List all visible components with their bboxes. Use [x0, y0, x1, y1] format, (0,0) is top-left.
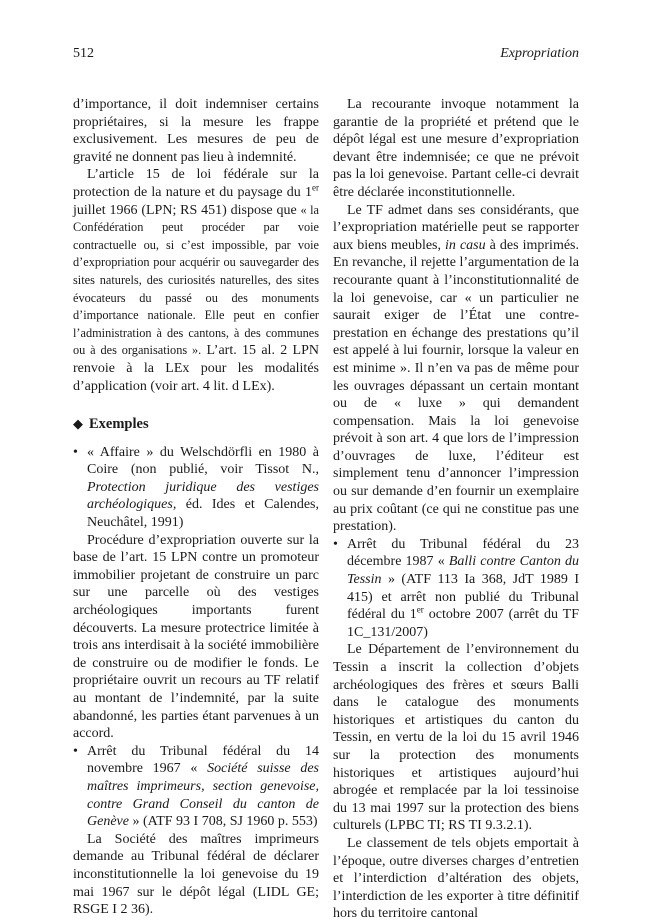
list-item	[73, 743, 319, 831]
paragraph: La recourante invoque notamment la garantie de la propriété et prétend que le dépôt légal est une mesure d’expropriation devant être indemnisée; ce que ne prévoit pas la loi genevoise. Partant celle-ci devrait être déclarée inconstitutionnelle.	[333, 97, 579, 200]
text-run: Le TF admet dans ses considérants, que l’expropriation matérielle peut se rapporter aux biens meubles,	[333, 202, 579, 253]
paragraph: La Société des maîtres imprimeurs demande au Tribunal fédéral de déclarer inconstitutionnelle la loi genevoise du 19 mai 1967 sur le dépôt légal (LIDL GE; RSGE I 2 36).	[73, 831, 319, 918]
left-column	[73, 96, 319, 919]
paragraph: Le Département de l’environnement du Tessin a inscrit la collection d’objets archéologiques des frères et sœurs Balli dans le catalogue des monuments historiques et artistiques du canton du Tessin, en vertu de la loi du 15 avril 1946 sur la protection des monuments historiques et artistiques aujourd’hui abrogée et remplacée par la loi tessinoise du 13 mai 1997 sur la protection des biens culturels (LPBC TI; RS TI 9.3.2.1).	[333, 642, 579, 834]
section-title: Exemples	[89, 416, 149, 433]
list-item	[73, 444, 319, 532]
running-title: Expropriation	[500, 46, 579, 61]
paragraph	[333, 202, 579, 536]
text-run: , éd. Ides et Calendes, Neuchâtel, 1991)	[87, 497, 319, 531]
italic-title: Balli contre Canton du Tessin	[347, 554, 579, 588]
italic-term: in casu	[445, 237, 486, 253]
text-run: à des imprimés. En revanche, il rejette l’argumentation de la recourante quant à l’inconstitutionnalité de la loi genevoise, car « un particulier ne saurait exiger de l’État une contre-prestation en échange des prestations qu’il est appelé à lui fournir, lorsque la valeur en est minime ». Il n’en va pas de même pour les ouvrages dépassant un certain montant ou de « luxe » qui demandent compensation. Mais la loi genevoise prévoit à son art. 4 que lors de l’impression d’ouvrages de luxe, l’éditeur est simplement tenu d’annoncer l’impression ou sur demande d’en fournir un exemplaire au prix coûtant (ce qui ne constitue pas une prestation).	[333, 237, 579, 535]
italic-title: Société suisse des maîtres imprimeurs, section genevoise, contre Grand Conseil du canton de Genève	[87, 761, 320, 830]
text-run: L’art. 15 al. 2 LPN renvoie à la LEx pour les modalités d’application (voir art. 4 lit. d LEx).	[73, 343, 319, 394]
paragraph: Le classement de tels objets emportait à l’époque, outre diverses charges d’entretien et l’interdiction d’altération des objets, l’interdiction de les exporter à titre définitif hors du territoire cantonal	[333, 835, 579, 922]
text-run: » (ATF 113 Ia 368, JdT 1989 I 415) et arrêt non publié du Tribunal fédéral du 1	[347, 572, 579, 623]
text-run: octobre 2007 (arrêt du TF 1C_131/2007)	[347, 607, 579, 640]
italic-title: Protection juridique des vestiges archéologiques	[87, 479, 319, 513]
superscript: er	[312, 182, 319, 193]
superscript: er	[416, 604, 424, 615]
text-run: juillet 1966 (LPN; RS 451) dispose que	[73, 202, 301, 218]
section-heading	[73, 415, 319, 434]
text-run: Arrêt du Tribunal fédéral du 14 novembre 1967 «	[87, 743, 319, 777]
page-number: 512	[73, 46, 94, 61]
paragraph: Procédure d’expropriation ouverte sur la base de l’art. 15 LPN contre un promoteur immobilier projetant de construire un parc sur une parcelle où des vestiges archéologiques importants furent découverts. La mesure protectrice limitée à trois ans interdisait à la société immobilière de construire ou de modifier le fonds. Le propriétaire ouvrit un recours au TF relatif au montant de l’indemnité, par la suite abandonné, les parties étant parvenues à un accord.	[73, 532, 319, 742]
diamond-icon: ◆	[73, 416, 83, 432]
paragraph	[73, 166, 319, 395]
quote-text: « la Confédération peut procéder par voie contractuelle ou, si c’est impossible, par voie d’expropriation pour acquérir ou sauvegarder des sites naturels, des curiosités naturelles, des sites évocateurs du passé ou des monuments d’importance nationale. Elle peut en confier l’administration à des cantons, à des communes ou à des organisations ».	[73, 202, 319, 358]
text-run: Arrêt du Tribunal fédéral du 23 décembre 1987 «	[347, 536, 579, 570]
text-run: L’article 15 de loi fédérale sur la protection de la nature et du paysage du 1	[73, 167, 319, 200]
text-run: « Affaire » du Welschdörfli en 1980 à Coire (non publié, voir Tissot N.,	[87, 444, 319, 478]
text-run: » (ATF 93 I 708, SJ 1960 p. 553)	[128, 814, 318, 830]
right-column	[333, 96, 579, 923]
list-item	[333, 536, 579, 642]
paragraph: d’importance, il doit indemniser certains propriétaires, si la mesure les frappe exclusivement. Les mesures de peu de gravité ne donnent pas lieu à indemnité.	[73, 97, 319, 165]
page-header	[73, 46, 579, 66]
